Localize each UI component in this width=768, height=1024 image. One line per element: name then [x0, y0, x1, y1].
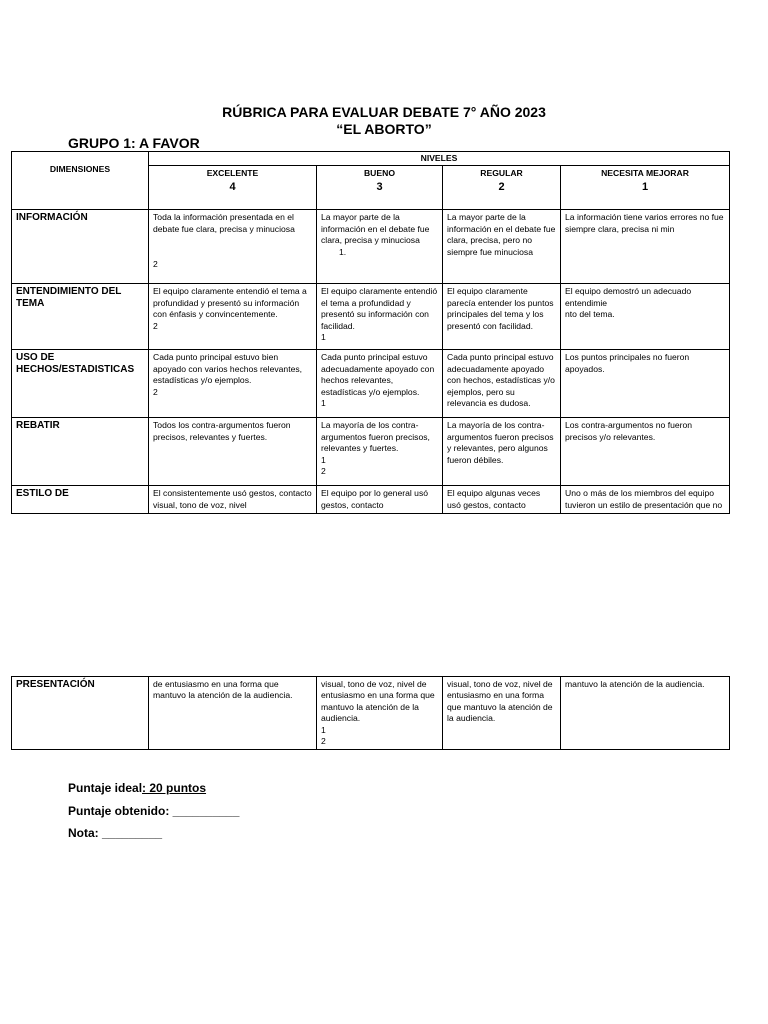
cell-presentacion-bueno: visual, tono de voz, nivel de entusiasmo en una forma que mantuvo la atención de la audiencia. 1 2	[317, 677, 443, 750]
cell-informacion-bueno: La mayor parte de la información en el debate fue clara, precisa y minuciosa 1.	[317, 210, 443, 284]
table-row-presentacion	[12, 677, 730, 750]
group-label: GRUPO 1: A FAVOR	[68, 135, 200, 151]
dimensions-header: DIMENSIONES	[12, 152, 149, 210]
cell-uso-necesita: Los puntos principales no fueron apoyados.	[561, 350, 730, 418]
dimension-entendimiento: ENTENDIMIENTO DEL TEMA	[12, 284, 149, 350]
table-row-uso	[12, 350, 730, 418]
cell-rebatir-excelente: Todos los contra-argumentos fueron precisos, relevantes y fuertes.	[149, 418, 317, 486]
cell-estilo-bueno: El equipo por lo general usó gestos, contacto	[317, 486, 443, 514]
cell-informacion-regular: La mayor parte de la información en el debate fue clara, precisa, pero no siempre fue minuciosa	[443, 210, 561, 284]
rubric-table-top	[11, 151, 730, 514]
table-row-rebatir	[12, 418, 730, 486]
puntaje-ideal	[68, 781, 206, 795]
dimension-rebatir: REBATIR	[12, 418, 149, 486]
cell-rebatir-bueno: La mayoría de los contra-argumentos fueron precisos, relevantes y fuertes. 1 2	[317, 418, 443, 486]
cell-entendimiento-necesita: El equipo demostró un adecuado entendimie nto del tema.	[561, 284, 730, 350]
cell-estilo-excelente: El consistentemente usó gestos, contacto visual, tono de voz, nivel	[149, 486, 317, 514]
dimension-uso: USO DE HECHOS/ESTADISTICAS	[12, 350, 149, 418]
dimension-estilo: ESTILO DE	[12, 486, 149, 514]
cell-rebatir-necesita: Los contra-argumentos no fueron precisos y/o relevantes.	[561, 418, 730, 486]
cell-entendimiento-regular: El equipo claramente parecía entender los puntos principales del tema y los presentó con facilidad.	[443, 284, 561, 350]
nota: Nota: _________	[68, 826, 163, 840]
table-row-estilo	[12, 486, 730, 514]
level-necesita-mejorar: NECESITA MEJORAR 1	[561, 166, 730, 210]
puntaje-ideal-label: Puntaje ideal	[68, 781, 143, 795]
cell-rebatir-regular: La mayoría de los contra-argumentos fueron precisos y relevantes, pero algunos fueron débiles.	[443, 418, 561, 486]
document-title: RÚBRICA PARA EVALUAR DEBATE 7° AÑO 2023	[222, 104, 546, 120]
cell-informacion-excelente: Toda la información presentada en el debate fue clara, precisa y minuciosa 2	[149, 210, 317, 284]
cell-estilo-necesita: Uno o más de los miembros del equipo tuvieron un estilo de presentación que no	[561, 486, 730, 514]
cell-presentacion-regular: visual, tono de voz, nivel de entusiasmo en una forma que mantuvo la atención de la audiencia.	[443, 677, 561, 750]
dimension-presentacion: PRESENTACIÓN	[12, 677, 149, 750]
puntaje-obtenido: Puntaje obtenido: __________	[68, 804, 240, 818]
dimension-informacion: INFORMACIÓN	[12, 210, 149, 284]
table-row-informacion	[12, 210, 730, 284]
document-subtitle: “EL ABORTO”	[336, 121, 432, 137]
cell-uso-bueno: Cada punto principal estuvo adecuadamente apoyado con hechos relevantes, estadísticas y/o ejemplos. 1	[317, 350, 443, 418]
cell-uso-regular: Cada punto principal estuvo adecuadamente apoyado con hechos, estadísticas y/o ejemplos, pero su relevancia es dudosa.	[443, 350, 561, 418]
cell-informacion-necesita: La información tiene varios errores no fue siempre clara, precisa ni min	[561, 210, 730, 284]
cell-presentacion-necesita: mantuvo la atención de la audiencia.	[561, 677, 730, 750]
cell-entendimiento-bueno: El equipo claramente entendió el tema a profundidad y presentó su información con facilidad. 1	[317, 284, 443, 350]
level-bueno: BUENO 3	[317, 166, 443, 210]
cell-entendimiento-excelente: El equipo claramente entendió el tema a profundidad y presentó su información con énfasis y convincentemente. 2	[149, 284, 317, 350]
rubric-table-bottom	[11, 676, 730, 750]
cell-estilo-regular: El equipo algunas veces usó gestos, contacto	[443, 486, 561, 514]
puntaje-ideal-value: : 20 puntos	[142, 781, 207, 795]
table-row-entendimiento	[12, 284, 730, 350]
cell-presentacion-excelente: de entusiasmo en una forma que mantuvo la atención de la audiencia.	[149, 677, 317, 750]
levels-header: NIVELES	[149, 152, 730, 166]
level-regular: REGULAR 2	[443, 166, 561, 210]
level-excelente: EXCELENTE 4	[149, 166, 317, 210]
cell-uso-excelente: Cada punto principal estuvo bien apoyado con varios hechos relevantes, estadísticas y/o ejemplos. 2	[149, 350, 317, 418]
